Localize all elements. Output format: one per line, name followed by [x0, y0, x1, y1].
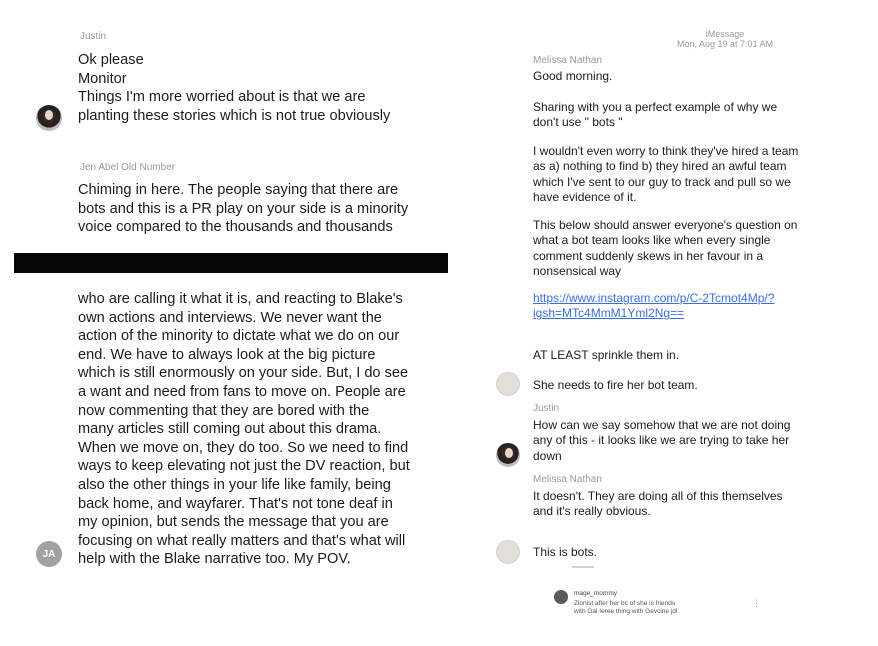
- message-text: It doesn't. They are doing all of this themselves and it's really obvious.: [533, 489, 783, 519]
- instagram-link[interactable]: https://www.instagram.com/p/C-2Tcmot4Mp/? igsh=MTc4MmM1Yml2Ng==: [533, 291, 775, 321]
- message-text: who are calling it what it is, and reacting to Blake's own actions and interviews. We never want the action of the minority to dictate what we do on our end. We have to always look at the big picture which is still enormously on your side. But, I do see a want and need from fans to move on. People are now commenting that they are bored with the many articles still coming out about this drama. When we move on, they do too. So we need to find ways to keep elevating not just the DV reaction, but also the other things in your life like family, being back home, and wayfarer. That's not tone deaf in my opinion, but sends the message that you are focusing on what really matters and that's what will help with the Blake narrative too. My POV.: [78, 291, 410, 568]
- avatar[interactable]: [496, 443, 520, 467]
- more-icon: ⋮: [752, 598, 761, 608]
- message-text: Sharing with you a perfect example of why we don't use " bots ": [533, 100, 778, 130]
- sender-name-justin: Justin: [80, 31, 107, 42]
- message-text: This is bots.: [533, 545, 598, 559]
- sender-name-justin: Justin: [533, 403, 560, 414]
- message-text: How can we say somehow that we are not doing any of this - it looks like we are trying to take her down: [533, 418, 791, 463]
- message-text: Good morning.: [533, 69, 613, 83]
- avatar[interactable]: [36, 105, 62, 131]
- comment-username: mage_mommy: [574, 590, 617, 597]
- message-text: This below should answer everyone's question on what a bot team looks like when every single comment suddenly skews in her favour in a nonsensical way: [533, 218, 798, 279]
- comment-text: Zionist after her bc of she is friends with Gal Ieree thing with Gevcine jdl: [574, 600, 678, 615]
- message-text: Ok please Monitor Things I'm more worried about is that we are planting these stories which is not true obviously: [78, 52, 391, 124]
- divider: [572, 566, 594, 568]
- sender-name-jen: Jen Abel Old Number: [80, 162, 176, 173]
- message-text: Chiming in here. The people saying that there are bots and this is a PR play on your side is a minority voice compared to the thousands and thousands: [78, 182, 409, 236]
- embedded-comment-card: [544, 588, 774, 628]
- redaction-bar: [14, 253, 448, 273]
- avatar[interactable]: [496, 372, 520, 396]
- conversation-header: iMessage Mon, Aug 19 at 7:01 AM: [676, 29, 774, 49]
- sender-name-melissa: Melissa Nathan: [533, 474, 602, 485]
- message-text: AT LEAST sprinkle them in.: [533, 348, 680, 362]
- message-text: I wouldn't even worry to think they've hired a team as a) nothing to find b) they hired an awful team which I've sent to our guy to track and pull so we have evidence of it.: [533, 144, 799, 205]
- avatar[interactable]: [496, 540, 520, 564]
- avatar-initials[interactable]: JA: [36, 541, 62, 567]
- avatar: [554, 590, 568, 604]
- message-text: She needs to fire her bot team.: [533, 378, 698, 392]
- sender-name-melissa: Melissa Nathan: [533, 55, 602, 66]
